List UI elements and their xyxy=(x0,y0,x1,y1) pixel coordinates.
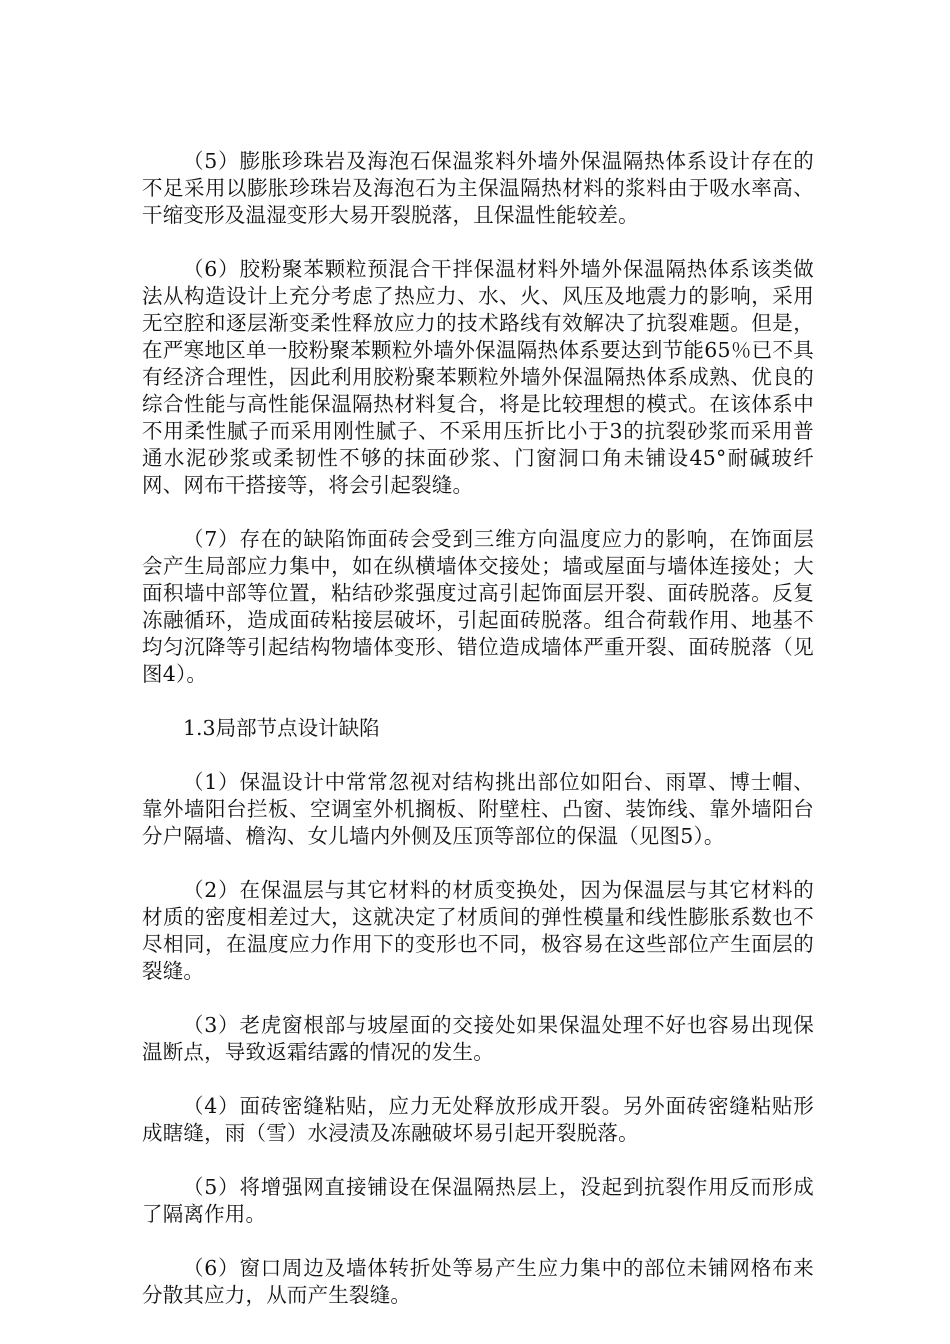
section-paragraph-4: （4）面砖密缝粘贴，应力无处释放形成开裂。另外面砖密缝粘贴形成瞎缝，雨（雪）水浸渍及冻融破坏易引起开裂脱落。 xyxy=(142,1094,814,1145)
paragraph-5-perlite: （5）膨胀珍珠岩及海泡石保温浆料外墙外保温隔热体系设计存在的不足采用以膨胀珍珠岩及海泡石为主保温隔热材料的浆料由于吸水率高、干缩变形及温湿变形大易开裂脱落，且保温性能较差。 xyxy=(142,149,814,227)
section-paragraph-2: （2）在保温层与其它材料的材质变换处，因为保温层与其它材料的材质的密度相差过大，这就决定了材质间的弹性模量和线性膨胀系数也不尽相同，在温度应力作用下的变形也不同，极容易在这些部位产生面层的裂缝。 xyxy=(142,878,814,983)
section-paragraph-3: （3）老虎窗根部与坡屋面的交接处如果保温处理不好也容易出现保温断点，导致返霜结露的情况的发生。 xyxy=(142,1013,814,1064)
paragraph-7-tile-defects: （7）存在的缺陷饰面砖会受到三维方向温度应力的影响，在饰面层会产生局部应力集中，如在纵横墙体交接处；墙或屋面与墙体连接处；大面积墙中部等位置，粘结砂浆强度过高引起饰面层开裂、面砖脱落。反复冻融循环，造成面砖粘接层破坏，引起面砖脱落。组合荷载作用、地基不均匀沉降等引起结构物墙体变形、错位造成墙体严重开裂、面砖脱落（见图4）。 xyxy=(142,527,814,686)
document-page xyxy=(142,148,814,1309)
section-paragraph-5: （5）将增强网直接铺设在保温隔热层上，没起到抗裂作用反而形成了隔离作用。 xyxy=(142,1175,814,1226)
section-paragraph-6: （6）窗口周边及墙体转折处等易产生应力集中的部位未铺网格布来分散其应力，从而产生裂缝。 xyxy=(142,1256,814,1307)
section-paragraph-1: （1）保温设计中常常忽视对结构挑出部位如阳台、雨罩、博士帽、靠外墙阳台拦板、空调室外机搁板、附壁柱、凸窗、装饰线、靠外墙阳台分户隔墙、檐沟、女儿墙内外侧及压顶等部位的保温（见图5）。 xyxy=(142,770,814,848)
section-heading: 1.3局部节点设计缺陷 xyxy=(183,716,380,740)
paragraph-6-polystyrene: （6）胶粉聚苯颗粒预混合干拌保温材料外墙外保温隔热体系该类做法从构造设计上充分考虑了热应力、水、火、风压及地震力的影响，采用无空腔和逐层渐变柔性释放应力的技术路线有效解决了抗裂难题。但是，在严寒地区单一胶粉聚苯颗粒外墙外保温隔热体系要达到节能65％已不具有经济合理性，因此利用胶粉聚苯颗粒外墙外保温隔热体系成熟、优良的综合性能与高性能保温隔热材料复合，将是比较理想的模式。在该体系中不用柔性腻子而采用刚性腻子、不采用压折比小于3的抗裂砂浆而采用普通水泥砂浆或柔韧性不够的抹面砂浆、门窗洞口角未铺设45°耐碱玻纤网、网布干搭接等，将会引起裂缝。 xyxy=(142,257,814,497)
